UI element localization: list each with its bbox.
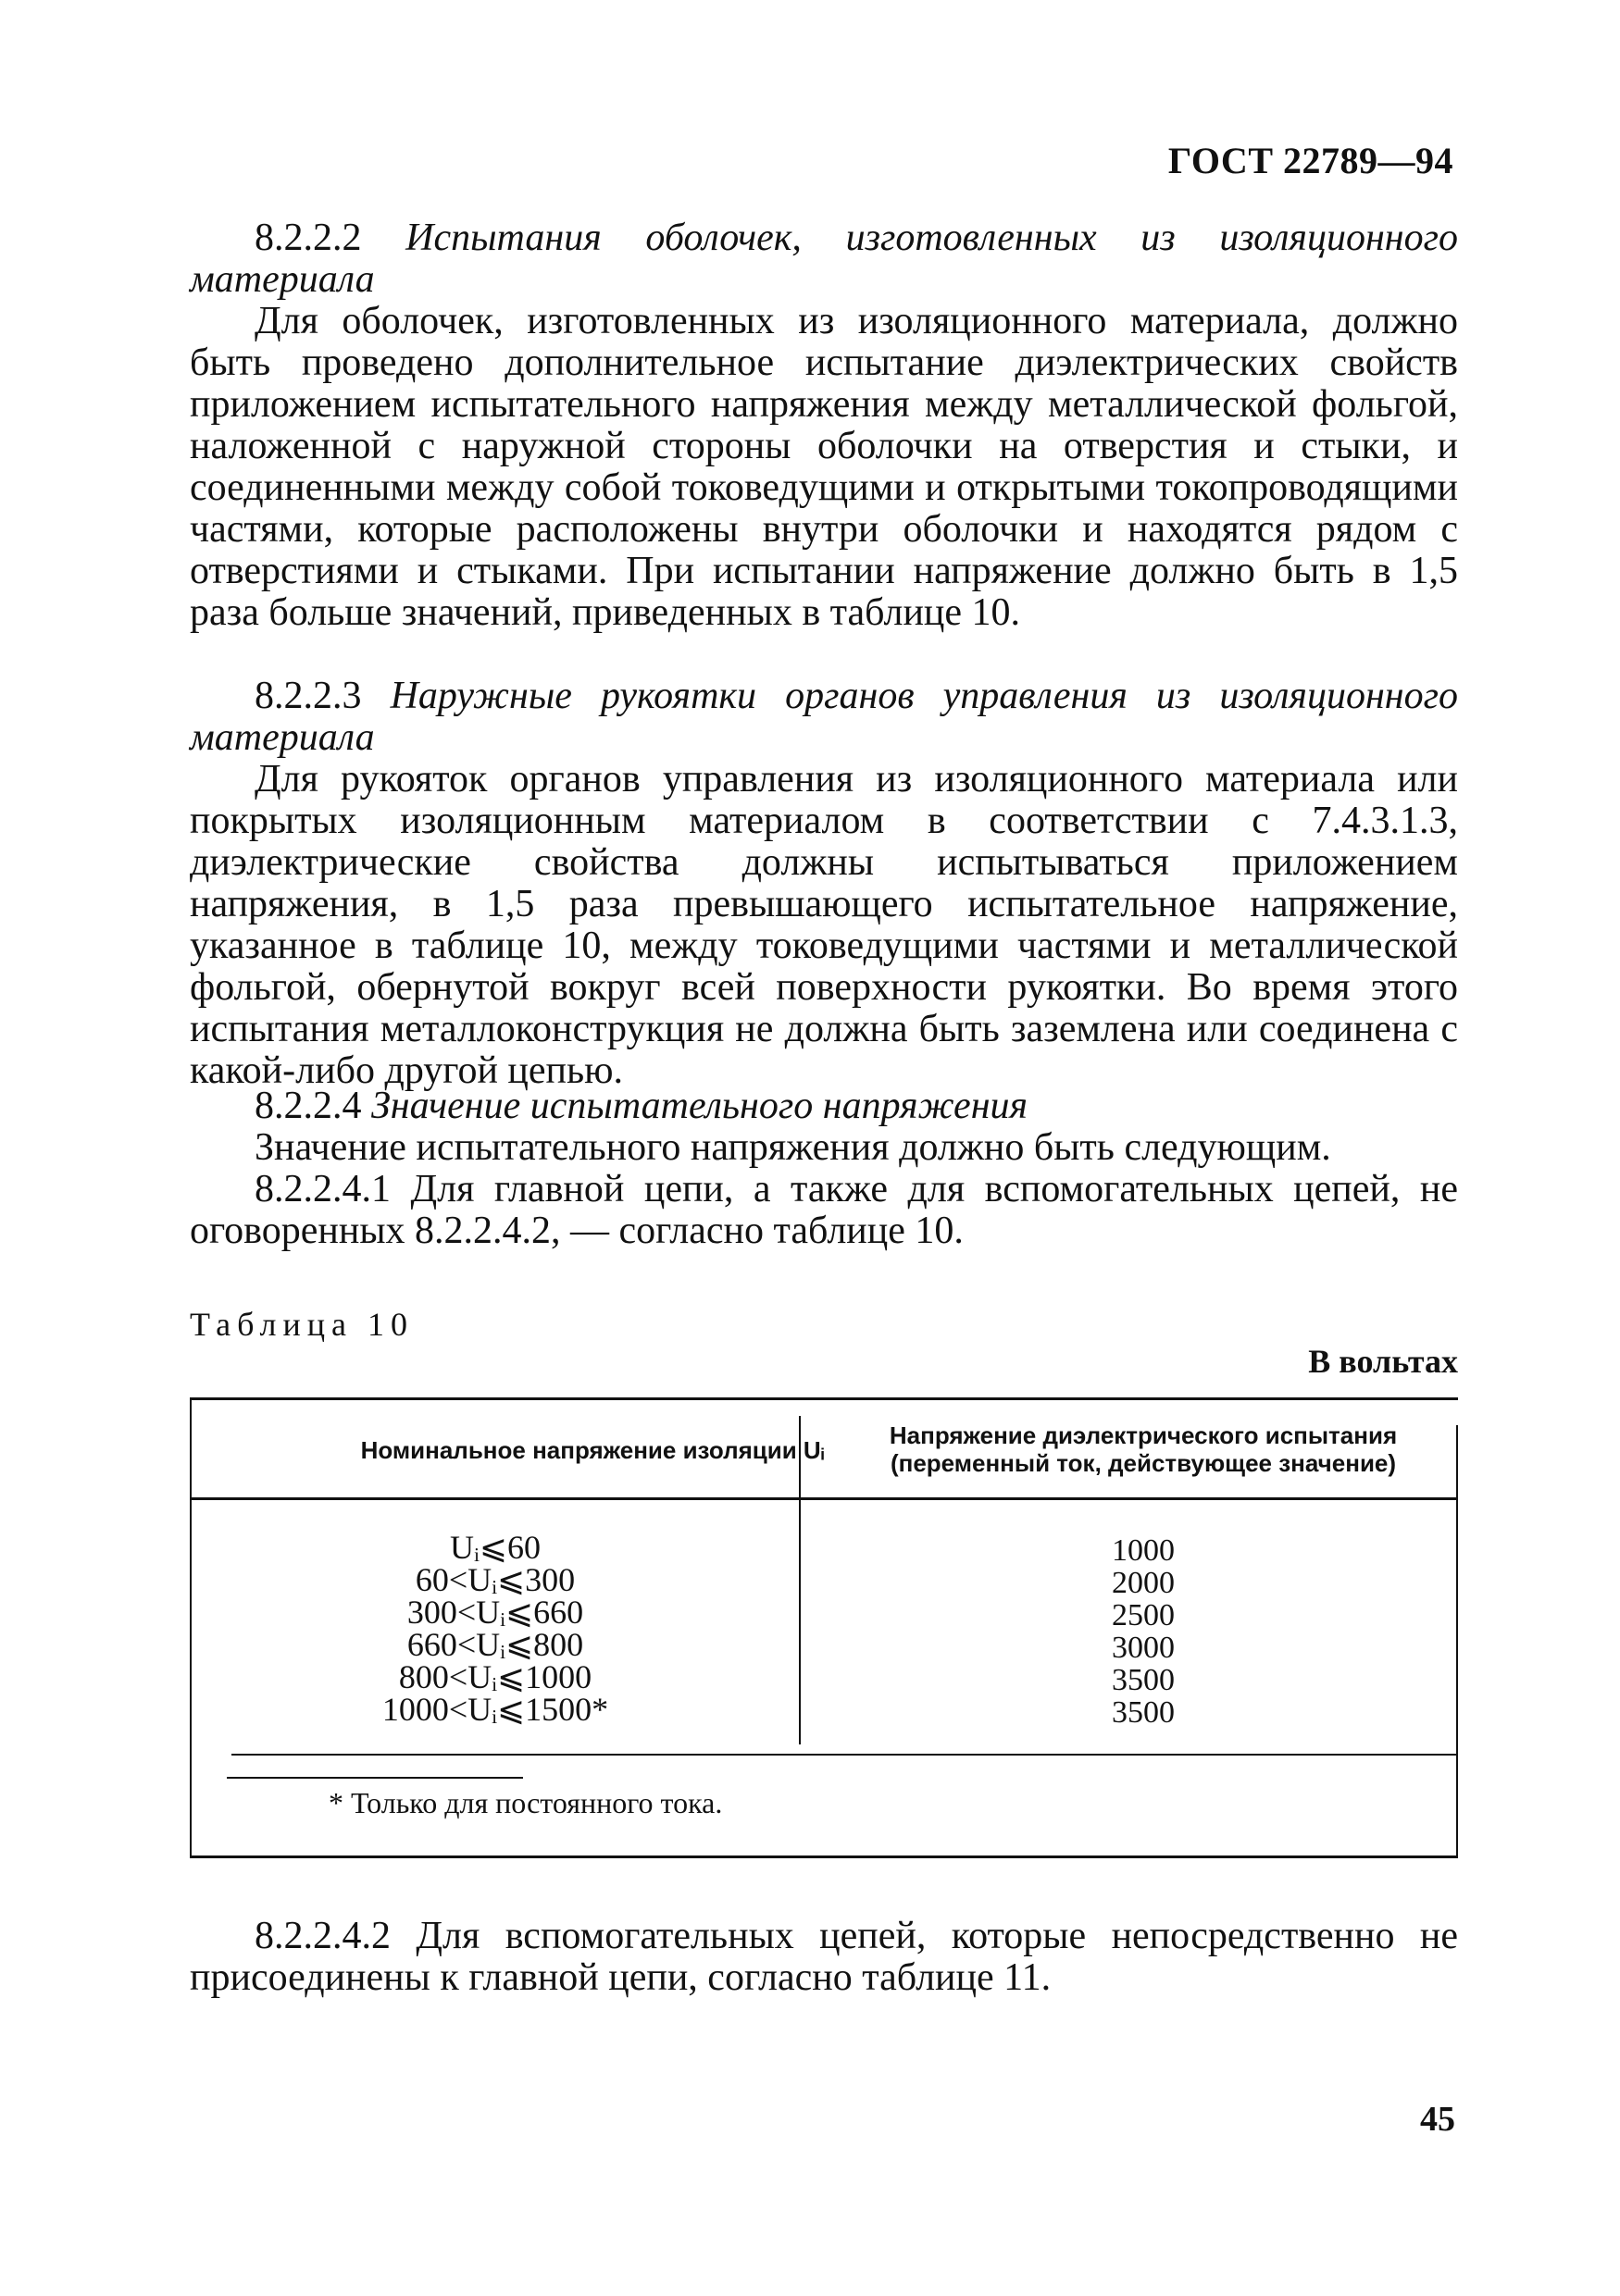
- table-header-border: [190, 1497, 1458, 1500]
- table-cell-voltage: 3500: [1112, 1663, 1175, 1697]
- section-title: Наружные рукоятки органов управления из изоляционного материала: [190, 675, 1459, 759]
- table-header-left-text: Номинальное напряжение изоляции Uᵢ: [360, 1436, 825, 1464]
- section-8-2-2-4: [190, 1086, 1458, 1252]
- table-header-right-line1: Напряжение диэлектрического испытания: [889, 1421, 1398, 1449]
- section-number: 8.2.2.4: [255, 1085, 362, 1127]
- section-title: Значение испытательного напряжения: [371, 1085, 1028, 1127]
- footnote-separator: [227, 1777, 523, 1779]
- section-8-2-2-2: [190, 217, 1458, 634]
- table-caption: Таблица 10: [190, 1306, 414, 1343]
- section-body: 8.2.2.4.2 Для вспомогательных цепей, которые непосредственно не присоединены к главной цепи, согласно таблице 11.: [190, 1915, 1458, 1999]
- section-body: Для оболочек, изготовленных из изоляционного материала, должно быть проведено дополнительное испытание диэлектрических свойств приложением испытательного напряжения между металлической фольгой, наложенной с наружной стороны оболочки на отверстия и стыки, и соединенными между собой токоведущими и открытыми токопроводящими частями, которые расположены внутри оболочки и находятся рядом с отверстиями и стыками. При испытании напряжение должно быть в 1,5 раза больше значений, приведенных в таблице 10.: [190, 300, 1458, 634]
- table-cell-voltage: 2000: [1112, 1566, 1175, 1600]
- table-header-right-line2: (переменный ток, действующее значение): [890, 1449, 1397, 1477]
- document-header: ГОСТ 22789—94: [1167, 140, 1453, 181]
- table-footnote: * Только для постоянного тока.: [329, 1786, 723, 1819]
- section-heading: [190, 1086, 1458, 1127]
- table-body-border: [231, 1754, 1458, 1756]
- voltage-table: [190, 1388, 1458, 1879]
- table-cell-range: 60<Uᵢ⩽300: [415, 1561, 576, 1598]
- table-cell-range: 300<Uᵢ⩽660: [406, 1594, 584, 1631]
- section-body: Значение испытательного напряжения должно быть следующим.: [255, 1126, 1331, 1169]
- table-units: В вольтах: [1308, 1343, 1458, 1380]
- table-header-right: [829, 1421, 1458, 1477]
- table-column-voltages: [829, 1534, 1458, 1729]
- table-cell-voltage: 2500: [1112, 1598, 1175, 1632]
- page-number: 45: [1420, 2100, 1455, 2139]
- table-cell-range: Uᵢ⩽60: [449, 1529, 542, 1566]
- table-cell-range: 660<Uᵢ⩽800: [406, 1626, 584, 1663]
- section-heading: [190, 217, 1458, 301]
- section-title: Испытания оболочек, изготовленных из изоляционного материала: [190, 217, 1459, 301]
- section-8-2-2-4-2: [190, 1916, 1458, 1999]
- section-number: 8.2.2.2: [255, 217, 362, 259]
- table-cell-voltage: 3500: [1112, 1695, 1175, 1730]
- section-heading: [190, 676, 1458, 759]
- table-top-border: [190, 1397, 1458, 1400]
- table-cell-range: 800<Uᵢ⩽1000: [398, 1658, 592, 1695]
- section-body: Для рукояток органов управления из изоляционного материала или покрытых изоляционным материалом в соответствии с 7.4.3.1.3, диэлектрические свойства должны испытываться приложением напряжения, в 1,5 раза превышающего испытательное напряжение, указанное в таблице 10, между токоведущими частями и металлической фольгой, обернутой вокруг всей поверхности рукоятки. Во время этого испытания металлоконструкция не должна быть заземлена или соединена с какой-либо другой цепью.: [190, 758, 1458, 1092]
- section-8-2-2-4-1: 8.2.2.4.1 Для главной цепи, а также для вспомогательных цепей, не оговоренных 8.2.2.4.2, — согласно таблице 10.: [190, 1168, 1458, 1252]
- section-8-2-2-3: [190, 676, 1458, 1092]
- table-cell-range: 1000<Uᵢ⩽1500*: [381, 1691, 609, 1728]
- table-column-ranges: [190, 1529, 801, 1728]
- table-bottom-border: [190, 1855, 1458, 1858]
- table-cell-voltage: 3000: [1112, 1631, 1175, 1665]
- table-cell-voltage: 1000: [1112, 1533, 1175, 1568]
- section-number: 8.2.2.3: [255, 675, 362, 717]
